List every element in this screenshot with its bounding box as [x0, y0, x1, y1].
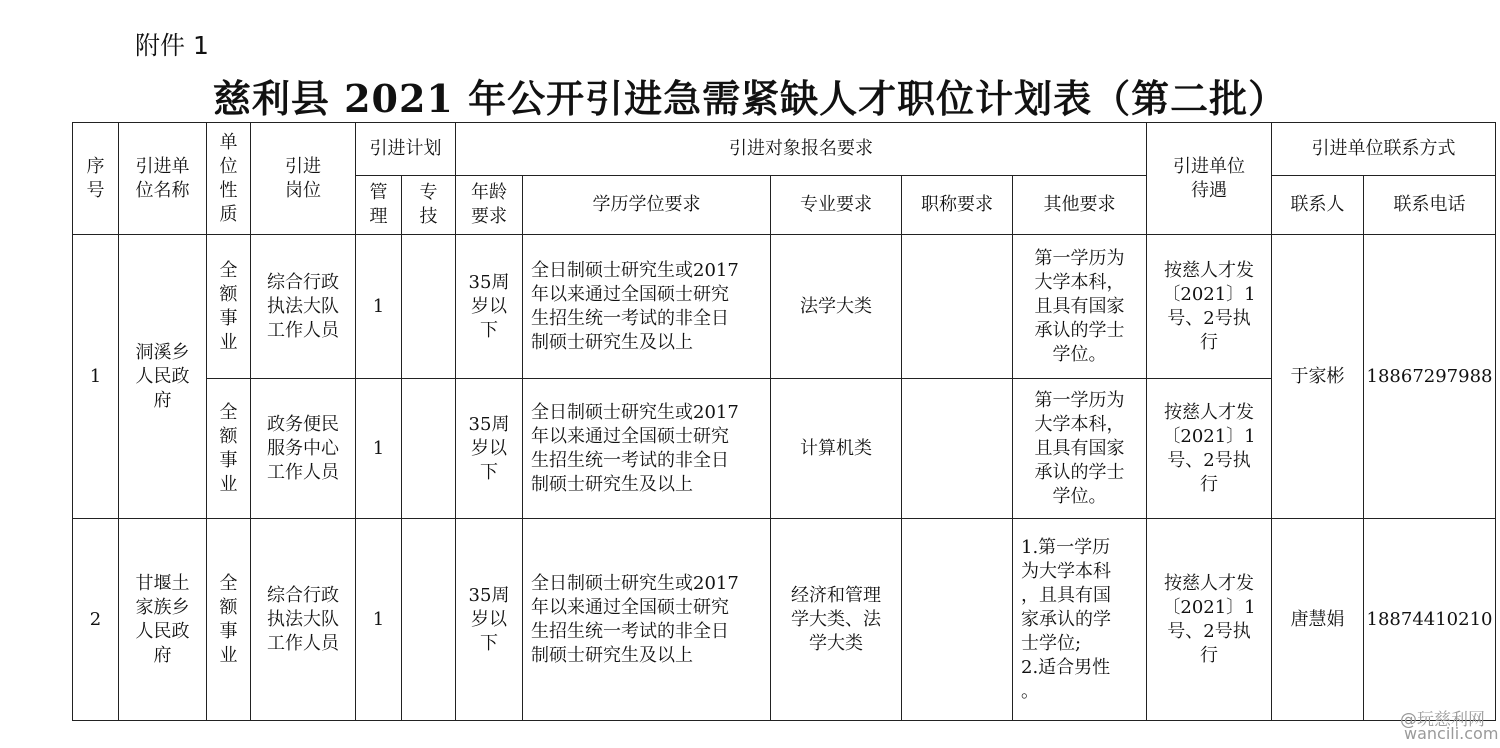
table-row — [73, 235, 1496, 379]
table-row — [73, 519, 1496, 721]
header-row-1 — [73, 123, 1496, 176]
col-header-treatment: 引进单位 待遇 — [1147, 123, 1272, 235]
col-header-contact-person: 联系人 — [1272, 176, 1364, 235]
cell-major: 法学大类 — [771, 235, 902, 379]
cell-contact-person: 于家彬 — [1272, 235, 1364, 519]
cell-age: 35周 岁以 下 — [456, 379, 523, 519]
cell-age: 35周 岁以 下 — [456, 519, 523, 721]
cell-title-req — [902, 519, 1013, 721]
cell-post: 综合行政 执法大队 工作人员 — [251, 519, 356, 721]
col-header-post: 引进 岗位 — [251, 123, 356, 235]
cell-other: 第一学历为 大学本科， 且具有国家 承认的学士 学位。 — [1013, 379, 1147, 519]
col-header-seq: 序 号 — [73, 123, 119, 235]
cell-other: 1.第一学历 为大学本科 ，且具有国 家承认的学 士学位; 2.适合男性 。 — [1013, 519, 1147, 721]
cell-unit-name: 甘堰土 家族乡 人民政 府 — [119, 519, 207, 721]
col-header-other: 其他要求 — [1013, 176, 1147, 235]
cell-plan-mgmt: 1 — [356, 379, 402, 519]
col-header-contact-group: 引进单位联系方式 — [1272, 123, 1496, 176]
page-title: 慈利县 2021 年公开引进急需紧缺人才职位计划表（第二批） — [212, 76, 1288, 121]
cell-contact-person: 唐慧娟 — [1272, 519, 1364, 721]
col-header-major: 专业要求 — [771, 176, 902, 235]
cell-contact-phone: 18867297988 — [1364, 235, 1496, 519]
attachment-label: 附件 1 — [135, 31, 209, 60]
col-header-plan-mgmt: 管 理 — [356, 176, 402, 235]
cell-unit-nature: 全 额 事 业 — [207, 235, 251, 379]
cell-seq: 1 — [73, 235, 119, 519]
cell-plan-tech — [402, 519, 456, 721]
cell-seq: 2 — [73, 519, 119, 721]
cell-plan-mgmt: 1 — [356, 235, 402, 379]
cell-treatment: 按慈人才发 〔2021〕1 号、2号执 行 — [1147, 235, 1272, 379]
recruitment-plan-table — [72, 122, 1496, 721]
watermark-site-name: @玩慈利网 — [1400, 710, 1485, 730]
cell-contact-phone: 18874410210 — [1364, 519, 1496, 721]
cell-education: 全日制硕士研究生或2017 年以来通过全国硕士研究 生招生统一考试的非全日 制硕士研究生及以上 — [523, 235, 771, 379]
col-header-unit-nature: 单 位 性 质 — [207, 123, 251, 235]
cell-post: 政务便民 服务中心 工作人员 — [251, 379, 356, 519]
cell-plan-mgmt: 1 — [356, 519, 402, 721]
col-header-age: 年龄 要求 — [456, 176, 523, 235]
watermark-site-url: wancili.com — [1404, 724, 1499, 743]
col-header-unit-name: 引进单 位名称 — [119, 123, 207, 235]
cell-major: 计算机类 — [771, 379, 902, 519]
cell-major: 经济和管理 学大类、法 学大类 — [771, 519, 902, 721]
cell-plan-tech — [402, 379, 456, 519]
cell-education: 全日制硕士研究生或2017 年以来通过全国硕士研究 生招生统一考试的非全日 制硕士研究生及以上 — [523, 379, 771, 519]
cell-age: 35周 岁以 下 — [456, 235, 523, 379]
cell-title-req — [902, 235, 1013, 379]
cell-post: 综合行政 执法大队 工作人员 — [251, 235, 356, 379]
cell-education: 全日制硕士研究生或2017 年以来通过全国硕士研究 生招生统一考试的非全日 制硕士研究生及以上 — [523, 519, 771, 721]
cell-unit-name: 洞溪乡 人民政 府 — [119, 235, 207, 519]
col-header-education: 学历学位要求 — [523, 176, 771, 235]
cell-treatment: 按慈人才发 〔2021〕1 号、2号执 行 — [1147, 519, 1272, 721]
cell-unit-nature: 全 额 事 业 — [207, 379, 251, 519]
cell-unit-nature: 全 额 事 业 — [207, 519, 251, 721]
col-header-plan-group: 引进计划 — [356, 123, 456, 176]
col-header-requirements-group: 引进对象报名要求 — [456, 123, 1147, 176]
col-header-contact-phone: 联系电话 — [1364, 176, 1496, 235]
cell-title-req — [902, 379, 1013, 519]
col-header-title-req: 职称要求 — [902, 176, 1013, 235]
cell-plan-tech — [402, 235, 456, 379]
col-header-plan-tech: 专 技 — [402, 176, 456, 235]
cell-treatment: 按慈人才发 〔2021〕1 号、2号执 行 — [1147, 379, 1272, 519]
cell-other: 第一学历为 大学本科， 且具有国家 承认的学士 学位。 — [1013, 235, 1147, 379]
